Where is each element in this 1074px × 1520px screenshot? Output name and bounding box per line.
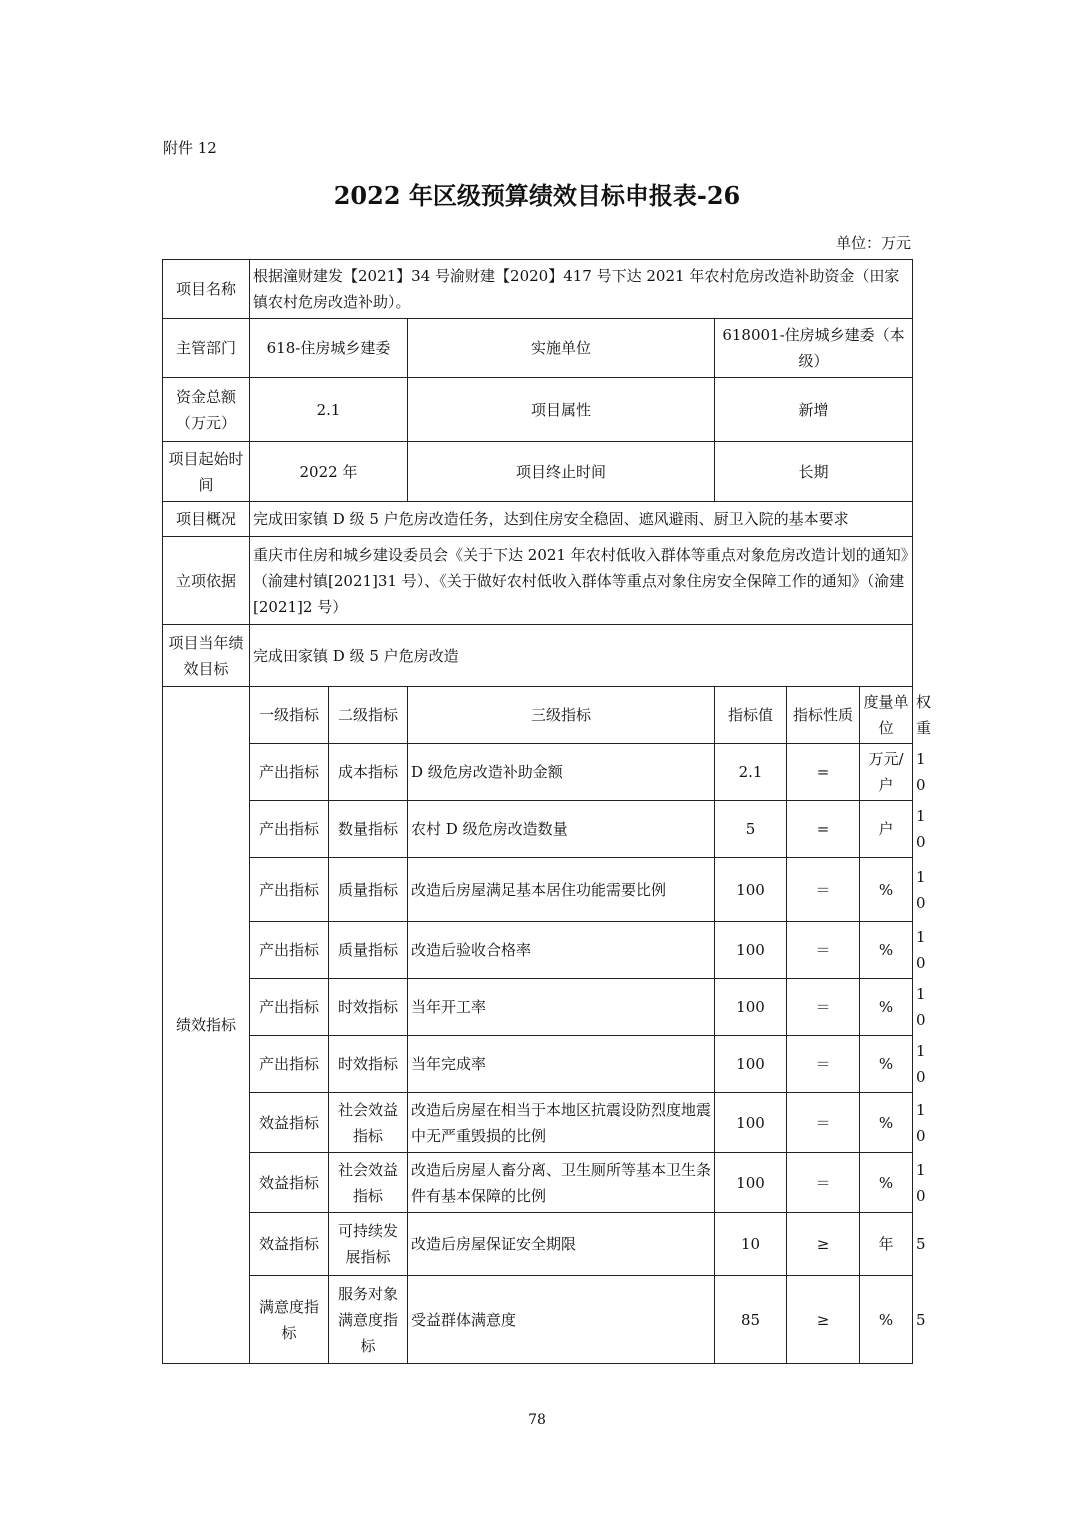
- value-cell: 2.1: [715, 744, 787, 801]
- unit-cell: 年: [860, 1213, 913, 1276]
- row-overview: [163, 502, 913, 537]
- level3-cell: 改造后验收合格率: [408, 922, 715, 979]
- page-title: 2022 年区级预算绩效目标申报表-26: [333, 181, 741, 210]
- unit-cell: %: [860, 922, 913, 979]
- level1-cell: 满意度指标: [250, 1276, 329, 1364]
- level3-cell: 改造后房屋满足基本居住功能需要比例: [408, 858, 715, 922]
- level3-cell: 农村 D 级危房改造数量: [408, 801, 715, 858]
- level3-cell: 受益群体满意度: [408, 1276, 715, 1364]
- row-department: [163, 319, 913, 378]
- level1-cell: 产出指标: [250, 744, 329, 801]
- table-row: 产出指标 时效指标 当年完成率 100 ＝ % 10: [163, 1036, 913, 1093]
- row-project-name: [163, 260, 913, 319]
- row-goal: [163, 625, 913, 687]
- level1-cell: 产出指标: [250, 1036, 329, 1093]
- basis-label: 立项依据: [163, 537, 250, 625]
- nature-cell: ＝: [787, 922, 860, 979]
- unit-cell: %: [860, 858, 913, 922]
- level2-cell: 社会效益指标: [329, 1153, 408, 1213]
- value-cell: 100: [715, 1153, 787, 1213]
- dept-value: 618-住房城乡建委: [250, 319, 408, 378]
- table-row: 效益指标 社会效益指标 改造后房屋在相当于本地区抗震设防烈度地震中无严重毁损的比例 100 ＝ % 10: [163, 1093, 913, 1153]
- level3-cell: 当年完成率: [408, 1036, 715, 1093]
- nature-cell: ≥: [787, 1213, 860, 1276]
- nature-cell: =: [787, 744, 860, 801]
- unit-cell: %: [860, 1153, 913, 1213]
- table-row: 产出指标 质量指标 改造后验收合格率 100 ＝ % 10: [163, 922, 913, 979]
- level2-cell: 成本指标: [329, 744, 408, 801]
- header-level2: 二级指标: [329, 687, 408, 744]
- level3-cell: 当年开工率: [408, 979, 715, 1036]
- unit-cell: %: [860, 979, 913, 1036]
- value-cell: 100: [715, 979, 787, 1036]
- value-cell: 100: [715, 858, 787, 922]
- unit-cell: 户: [860, 801, 913, 858]
- table-row: 效益指标 可持续发展指标 改造后房屋保证安全期限 10 ≥ 年 5: [163, 1213, 913, 1276]
- table-row: 产出指标 数量指标 农村 D 级危房改造数量 5 = 户 10: [163, 801, 913, 858]
- impl-label: 实施单位: [408, 319, 715, 378]
- level3-cell: 改造后房屋在相当于本地区抗震设防烈度地震中无严重毁损的比例: [408, 1093, 715, 1153]
- value-cell: 100: [715, 1036, 787, 1093]
- value-cell: 10: [715, 1213, 787, 1276]
- header-level1: 一级指标: [250, 687, 329, 744]
- overview-value: 完成田家镇 D 级 5 户危房改造任务，达到住房安全稳固、遮风避雨、厨卫入院的基本要求: [250, 502, 913, 537]
- level1-cell: 效益指标: [250, 1213, 329, 1276]
- unit-cell: 万元/户: [860, 744, 913, 801]
- goal-value: 完成田家镇 D 级 5 户危房改造: [250, 625, 913, 687]
- level2-cell: 服务对象满意度指标: [329, 1276, 408, 1364]
- table-row: 产出指标 时效指标 当年开工率 100 ＝ % 10: [163, 979, 913, 1036]
- indicator-header-row: 绩效指标 一级指标 二级指标 三级指标 指标值 指标性质 度量单位 权重: [163, 687, 913, 744]
- end-value: 长期: [715, 442, 913, 502]
- start-value: 2022 年: [250, 442, 408, 502]
- nature-cell: ＝: [787, 1036, 860, 1093]
- start-label: 项目起始时间: [163, 442, 250, 502]
- header-nature: 指标性质: [787, 687, 860, 744]
- budget-performance-table: [162, 259, 932, 1364]
- level2-cell: 时效指标: [329, 1036, 408, 1093]
- value-cell: 85: [715, 1276, 787, 1364]
- level2-cell: 社会效益指标: [329, 1093, 408, 1153]
- end-label: 项目终止时间: [408, 442, 715, 502]
- indicator-section-label: 绩效指标: [163, 687, 250, 1364]
- table-row: 产出指标 成本指标 D 级危房改造补助金额 2.1 = 万元/户 10: [163, 744, 913, 801]
- row-basis: [163, 537, 913, 625]
- level3-cell: 改造后房屋保证安全期限: [408, 1213, 715, 1276]
- table-row: 效益指标 社会效益指标 改造后房屋人畜分离、卫生厕所等基本卫生条件有基本保障的比例 100 ＝ % 10: [163, 1153, 913, 1213]
- attr-label: 项目属性: [408, 378, 715, 442]
- level1-cell: 产出指标: [250, 801, 329, 858]
- fund-label: 资金总额（万元）: [163, 378, 250, 442]
- nature-cell: ＝: [787, 1153, 860, 1213]
- level1-cell: 产出指标: [250, 858, 329, 922]
- value-cell: 5: [715, 801, 787, 858]
- row-time: [163, 442, 913, 502]
- nature-cell: ＝: [787, 1093, 860, 1153]
- header-level3: 三级指标: [408, 687, 715, 744]
- level2-cell: 质量指标: [329, 922, 408, 979]
- level1-cell: 产出指标: [250, 922, 329, 979]
- value-cell: 100: [715, 1093, 787, 1153]
- table-row: 满意度指标 服务对象满意度指标 受益群体满意度 85 ≥ % 5: [163, 1276, 913, 1364]
- fund-value: 2.1: [250, 378, 408, 442]
- header-value: 指标值: [715, 687, 787, 744]
- nature-cell: ＝: [787, 979, 860, 1036]
- basis-value: 重庆市住房和城乡建设委员会《关于下达 2021 年农村低收入群体等重点对象危房改造计划的通知》（渝建村镇[2021]31 号）、《关于做好农村低收入群体等重点对象住房安全保障工作的通知》（渝建[2021]2 号）: [250, 537, 913, 625]
- level3-cell: D 级危房改造补助金额: [408, 744, 715, 801]
- value-cell: 100: [715, 922, 787, 979]
- dept-label: 主管部门: [163, 319, 250, 378]
- row-fund: [163, 378, 913, 442]
- level1-cell: 产出指标: [250, 979, 329, 1036]
- overview-label: 项目概况: [163, 502, 250, 537]
- goal-label: 项目当年绩效目标: [163, 625, 250, 687]
- project-name-value: 根据潼财建发【2021】34 号渝财建【2020】417 号下达 2021 年农村危房改造补助资金（田家镇农村危房改造补助）。: [250, 260, 913, 319]
- level2-cell: 可持续发展指标: [329, 1213, 408, 1276]
- project-name-label: 项目名称: [163, 260, 250, 319]
- level2-cell: 质量指标: [329, 858, 408, 922]
- nature-cell: ≥: [787, 1276, 860, 1364]
- unit-cell: %: [860, 1036, 913, 1093]
- unit-cell: %: [860, 1093, 913, 1153]
- unit-label: 单位：万元: [835, 234, 911, 252]
- unit-cell: %: [860, 1276, 913, 1364]
- nature-cell: =: [787, 801, 860, 858]
- header-unit: 度量单位: [860, 687, 913, 744]
- level1-cell: 效益指标: [250, 1153, 329, 1213]
- attachment-label: 附件 12: [163, 139, 217, 157]
- level3-cell: 改造后房屋人畜分离、卫生厕所等基本卫生条件有基本保障的比例: [408, 1153, 715, 1213]
- nature-cell: ＝: [787, 858, 860, 922]
- level1-cell: 效益指标: [250, 1093, 329, 1153]
- page-number: 78: [528, 1412, 546, 1428]
- level2-cell: 时效指标: [329, 979, 408, 1036]
- impl-value: 618001-住房城乡建委（本级）: [715, 319, 913, 378]
- level2-cell: 数量指标: [329, 801, 408, 858]
- table-row: 产出指标 质量指标 改造后房屋满足基本居住功能需要比例 100 ＝ % 10: [163, 858, 913, 922]
- attr-value: 新增: [715, 378, 913, 442]
